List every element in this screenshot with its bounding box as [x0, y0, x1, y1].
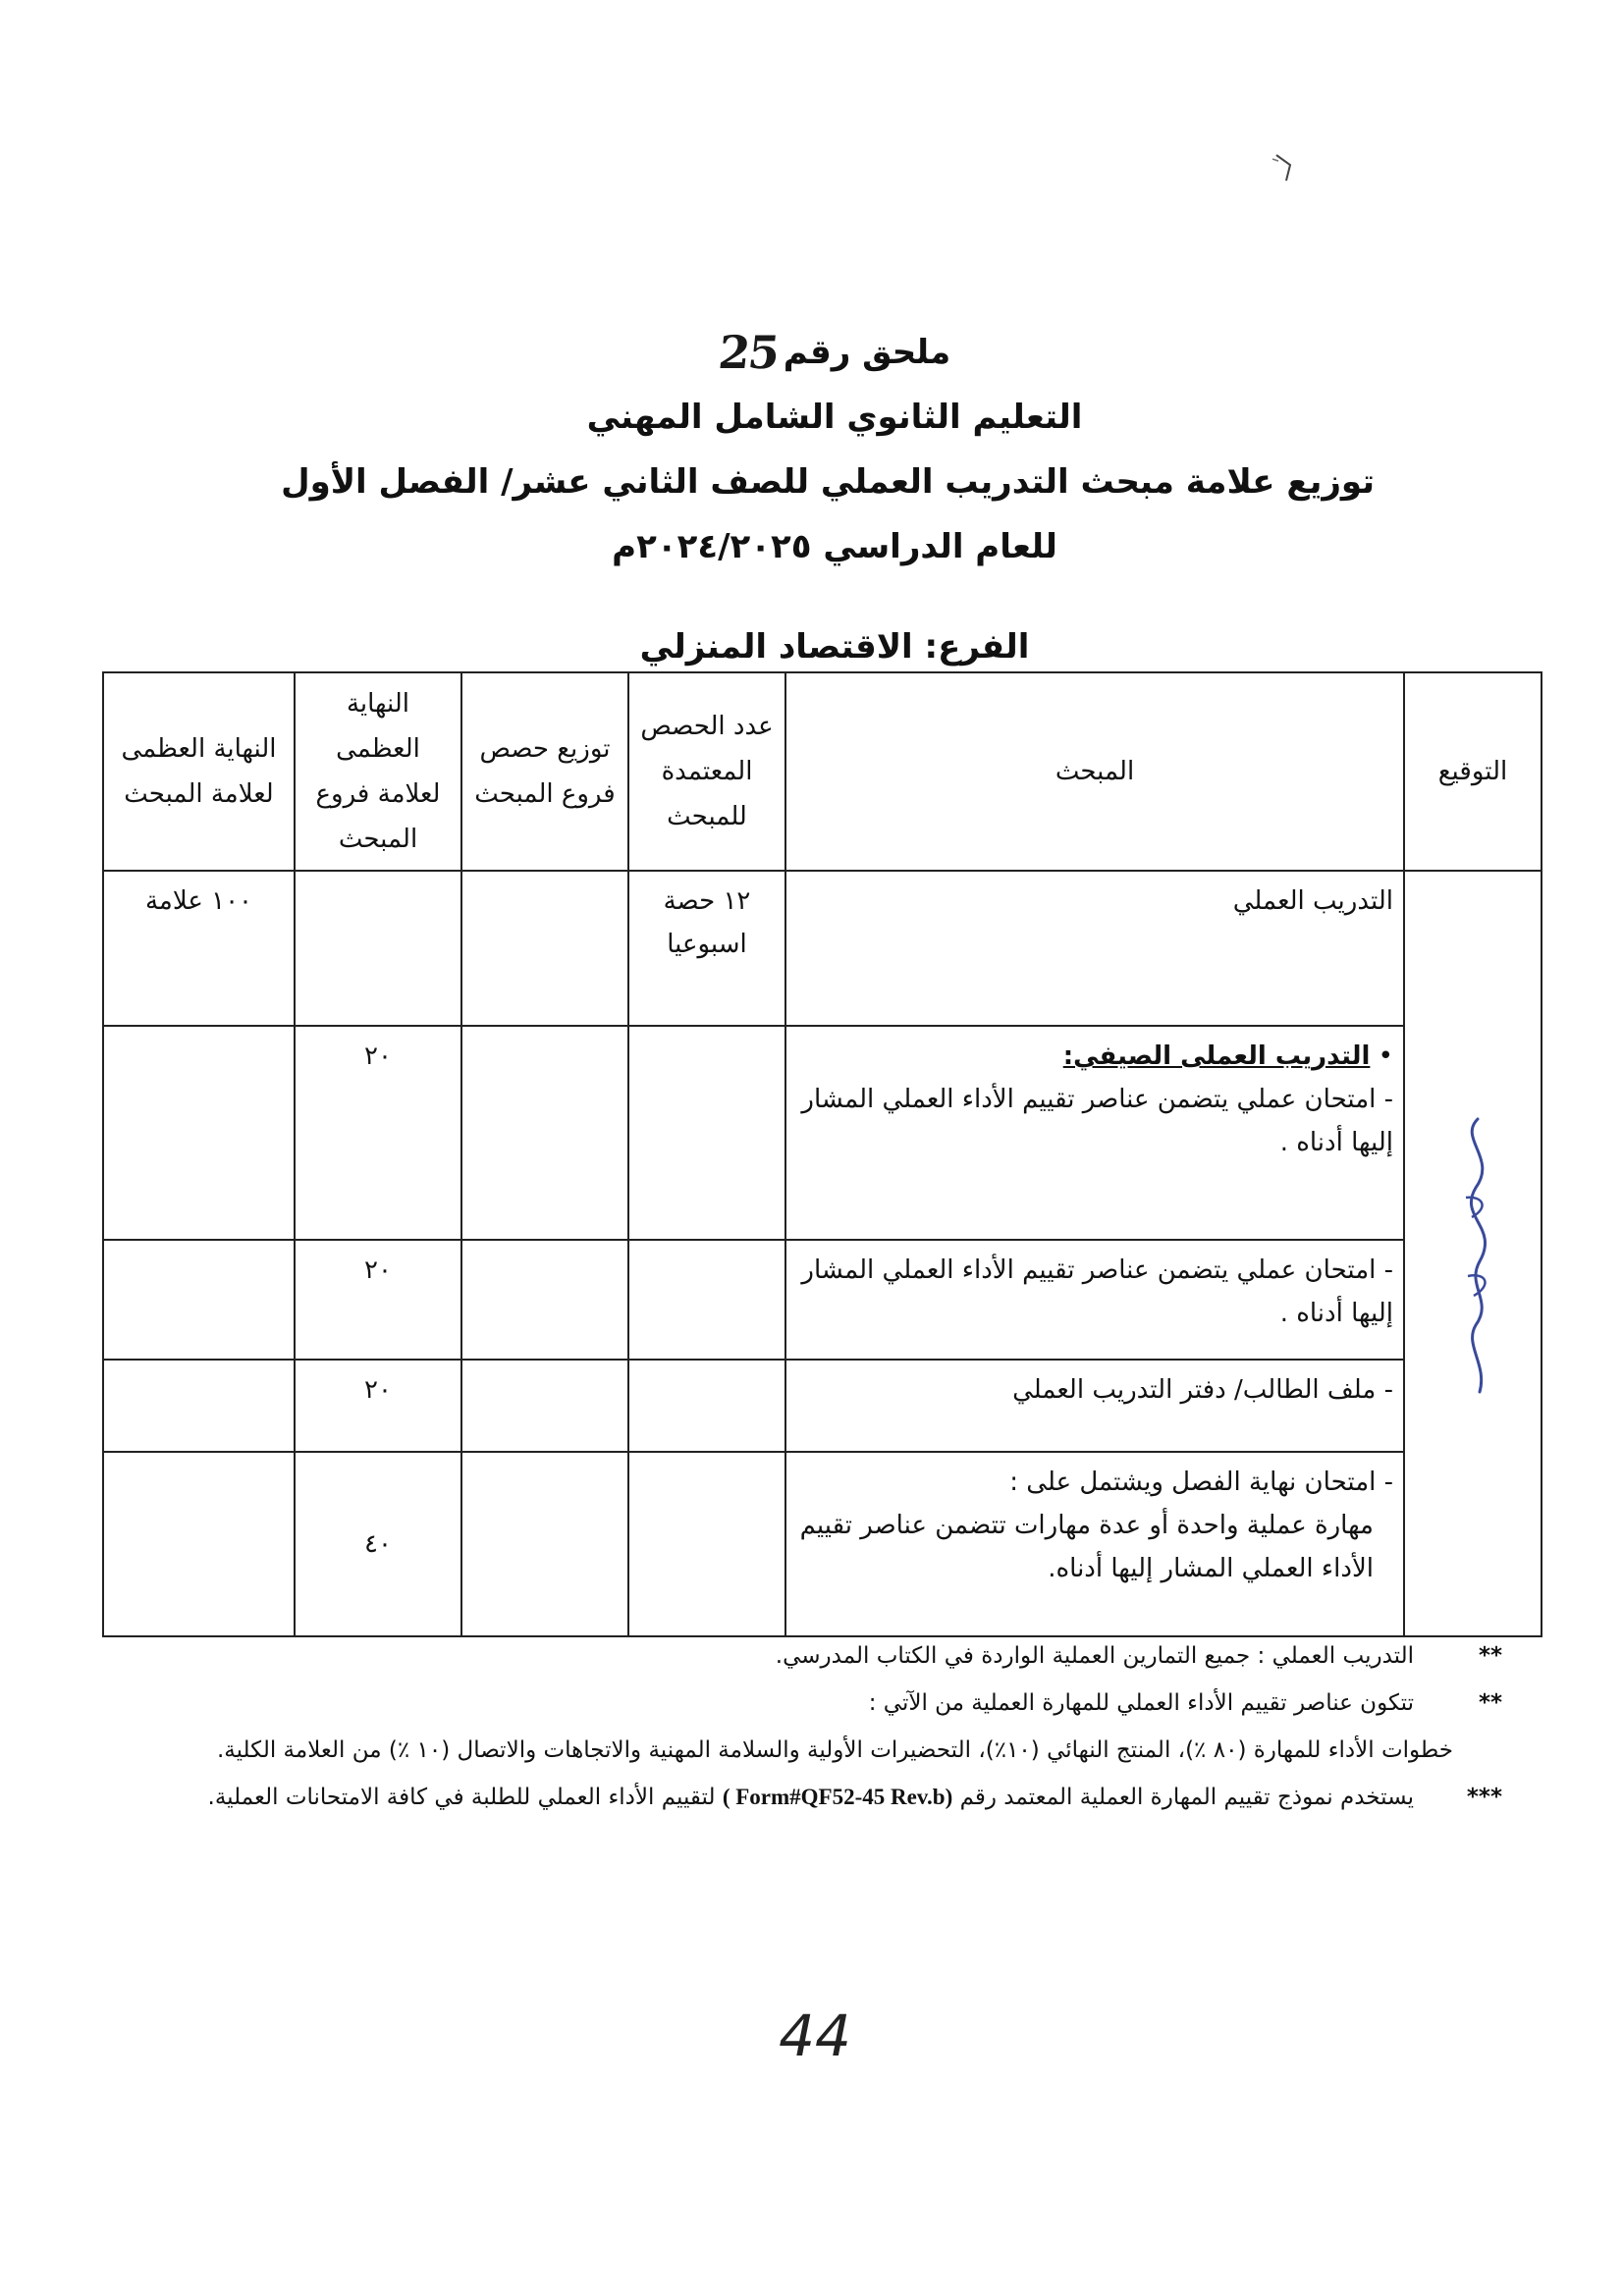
subject-file-cell: - ملف الطالب/ دفتر التدريب العملي [785, 1360, 1404, 1452]
table-row [103, 1360, 1542, 1452]
header-max: النهاية العظمى لعلامة المبحث [103, 672, 295, 871]
periods-cell [628, 1240, 785, 1360]
annex-line [295, 326, 1375, 379]
signature-cell [1404, 871, 1542, 1636]
branch-max-cell: ٢٠ [295, 1360, 461, 1452]
subject-main-cell [785, 871, 1404, 1026]
practical-exam-item: امتحان عملي يتضمن عناصر تقييم الأداء العملي المشار إليها أدناه . [801, 1255, 1393, 1328]
header-signature: التوقيع [1404, 672, 1542, 871]
footnote-text: التدريب العملي : جميع التمارين العملية الواردة في الكتاب المدرسي. [775, 1643, 1414, 1669]
footnote-2 [187, 1684, 1502, 1722]
max-cell [103, 1452, 295, 1636]
subject-final-cell: - امتحان نهاية الفصل ويشتمل على : مهارة عملية واحدة أو عدة مهارات تتضمن عناصر تقييم الأداء العملي المشار إليها أدناه. [785, 1452, 1404, 1636]
page-number: 44 [779, 2002, 851, 2069]
student-file-item: ملف الطالب/ دفتر التدريب العملي [1012, 1375, 1377, 1405]
summer-training-title: التدريب العملى الصيفي: [1062, 1041, 1371, 1071]
branch-max-cell: ٢٠ [295, 1026, 461, 1240]
distribution-cell [461, 871, 628, 1026]
table-row [103, 1026, 1542, 1240]
distribution-cell [461, 1240, 628, 1360]
distribution-cell [461, 1026, 628, 1240]
annex-label: ملحق رقم [783, 333, 951, 372]
footnote-mark: ** [1478, 1690, 1502, 1716]
periods-cell [628, 1452, 785, 1636]
grade-distribution-table [102, 671, 1542, 1637]
table-row [103, 1240, 1542, 1360]
header-distribution: توزيع حصص فروع المبحث [461, 672, 628, 871]
branch-max-cell: ٤٠ [295, 1452, 461, 1636]
footnote-text: لتقييم الأداء العملي للطلبة في كافة الامتحانات العملية. [207, 1785, 716, 1810]
periods-cell [628, 1026, 785, 1240]
periods-cell: ١٢ حصة اسبوعيا [628, 871, 785, 1026]
max-cell [103, 1240, 295, 1360]
program-title: التعليم الثانوي الشامل المهني [586, 398, 1083, 437]
handwritten-signature [1429, 1080, 1517, 1414]
max-cell [103, 1026, 295, 1240]
summer-training-item: امتحان عملي يتضمن عناصر تقييم الأداء العملي المشار إليها أدناه . [801, 1085, 1393, 1157]
document-header [281, 326, 1375, 593]
footnotes [187, 1637, 1502, 1826]
annex-number: 25 [715, 326, 781, 379]
table-row [103, 871, 1542, 1026]
distribution-title: توزيع علامة مبحث التدريب العملي للصف الثاني عشر/ الفصل الأول [281, 462, 1375, 502]
subject-main: التدريب العملي [1232, 886, 1393, 916]
footnote-3 [187, 1779, 1502, 1816]
footnote-2-detail: خطوات الأداء للمهارة (٨٠ ٪)، المنتج النهائي (١٠٪)، التحضيرات الأولية والسلامة المهنية والاتجاهات والاتصال (١٠ ٪) من العلامة الكلية. [216, 1737, 1453, 1763]
branch-title: الفرع: الاقتصاد المنزلي [639, 627, 1030, 667]
final-exam-item: امتحان نهاية الفصل ويشتمل على : [1009, 1468, 1377, 1497]
footnote-text: يستخدم نموذج تقييم المهارة العملية المعتمد رقم [959, 1785, 1414, 1810]
footnote-mark: ** [1478, 1643, 1502, 1669]
subject-exam-cell: - امتحان عملي يتضمن عناصر تقييم الأداء العملي المشار إليها أدناه . [785, 1240, 1404, 1360]
subject-summer-cell: • التدريب العملى الصيفي: - امتحان عملي يتضمن عناصر تقييم الأداء العملي المشار إليها أدناه . [785, 1026, 1404, 1240]
max-cell [103, 1360, 295, 1452]
footnote-1 [187, 1637, 1502, 1675]
branch-max-cell: ٢٠ [295, 1240, 461, 1360]
periods-cell [628, 1360, 785, 1452]
table-header-row [103, 672, 1542, 871]
table-row [103, 1452, 1542, 1636]
branch-max-cell [295, 871, 461, 1026]
footnote-mark: *** [1466, 1785, 1502, 1810]
academic-year: للعام الدراسي ٢٠٢٤/٢٠٢٥م [612, 527, 1057, 566]
max-cell: ١٠٠ علامة [103, 871, 295, 1026]
form-code: ( Form#QF52-45 Rev.b) [722, 1785, 953, 1809]
footnote-text: تتكون عناصر تقييم الأداء العملي للمهارة العملية من الآتي : [868, 1690, 1414, 1716]
final-exam-detail: مهارة عملية واحدة أو عدة مهارات تتضمن عناصر تقييم الأداء العملي المشار إليها أدناه. [799, 1511, 1374, 1583]
header-branch-max: النهاية العظمى لعلامة فروع المبحث [295, 672, 461, 871]
stray-pen-mark [1267, 147, 1306, 187]
distribution-cell [461, 1360, 628, 1452]
header-subject: المبحث [785, 672, 1404, 871]
distribution-cell [461, 1452, 628, 1636]
header-periods: عدد الحصص المعتمدة للمبحث [628, 672, 785, 871]
